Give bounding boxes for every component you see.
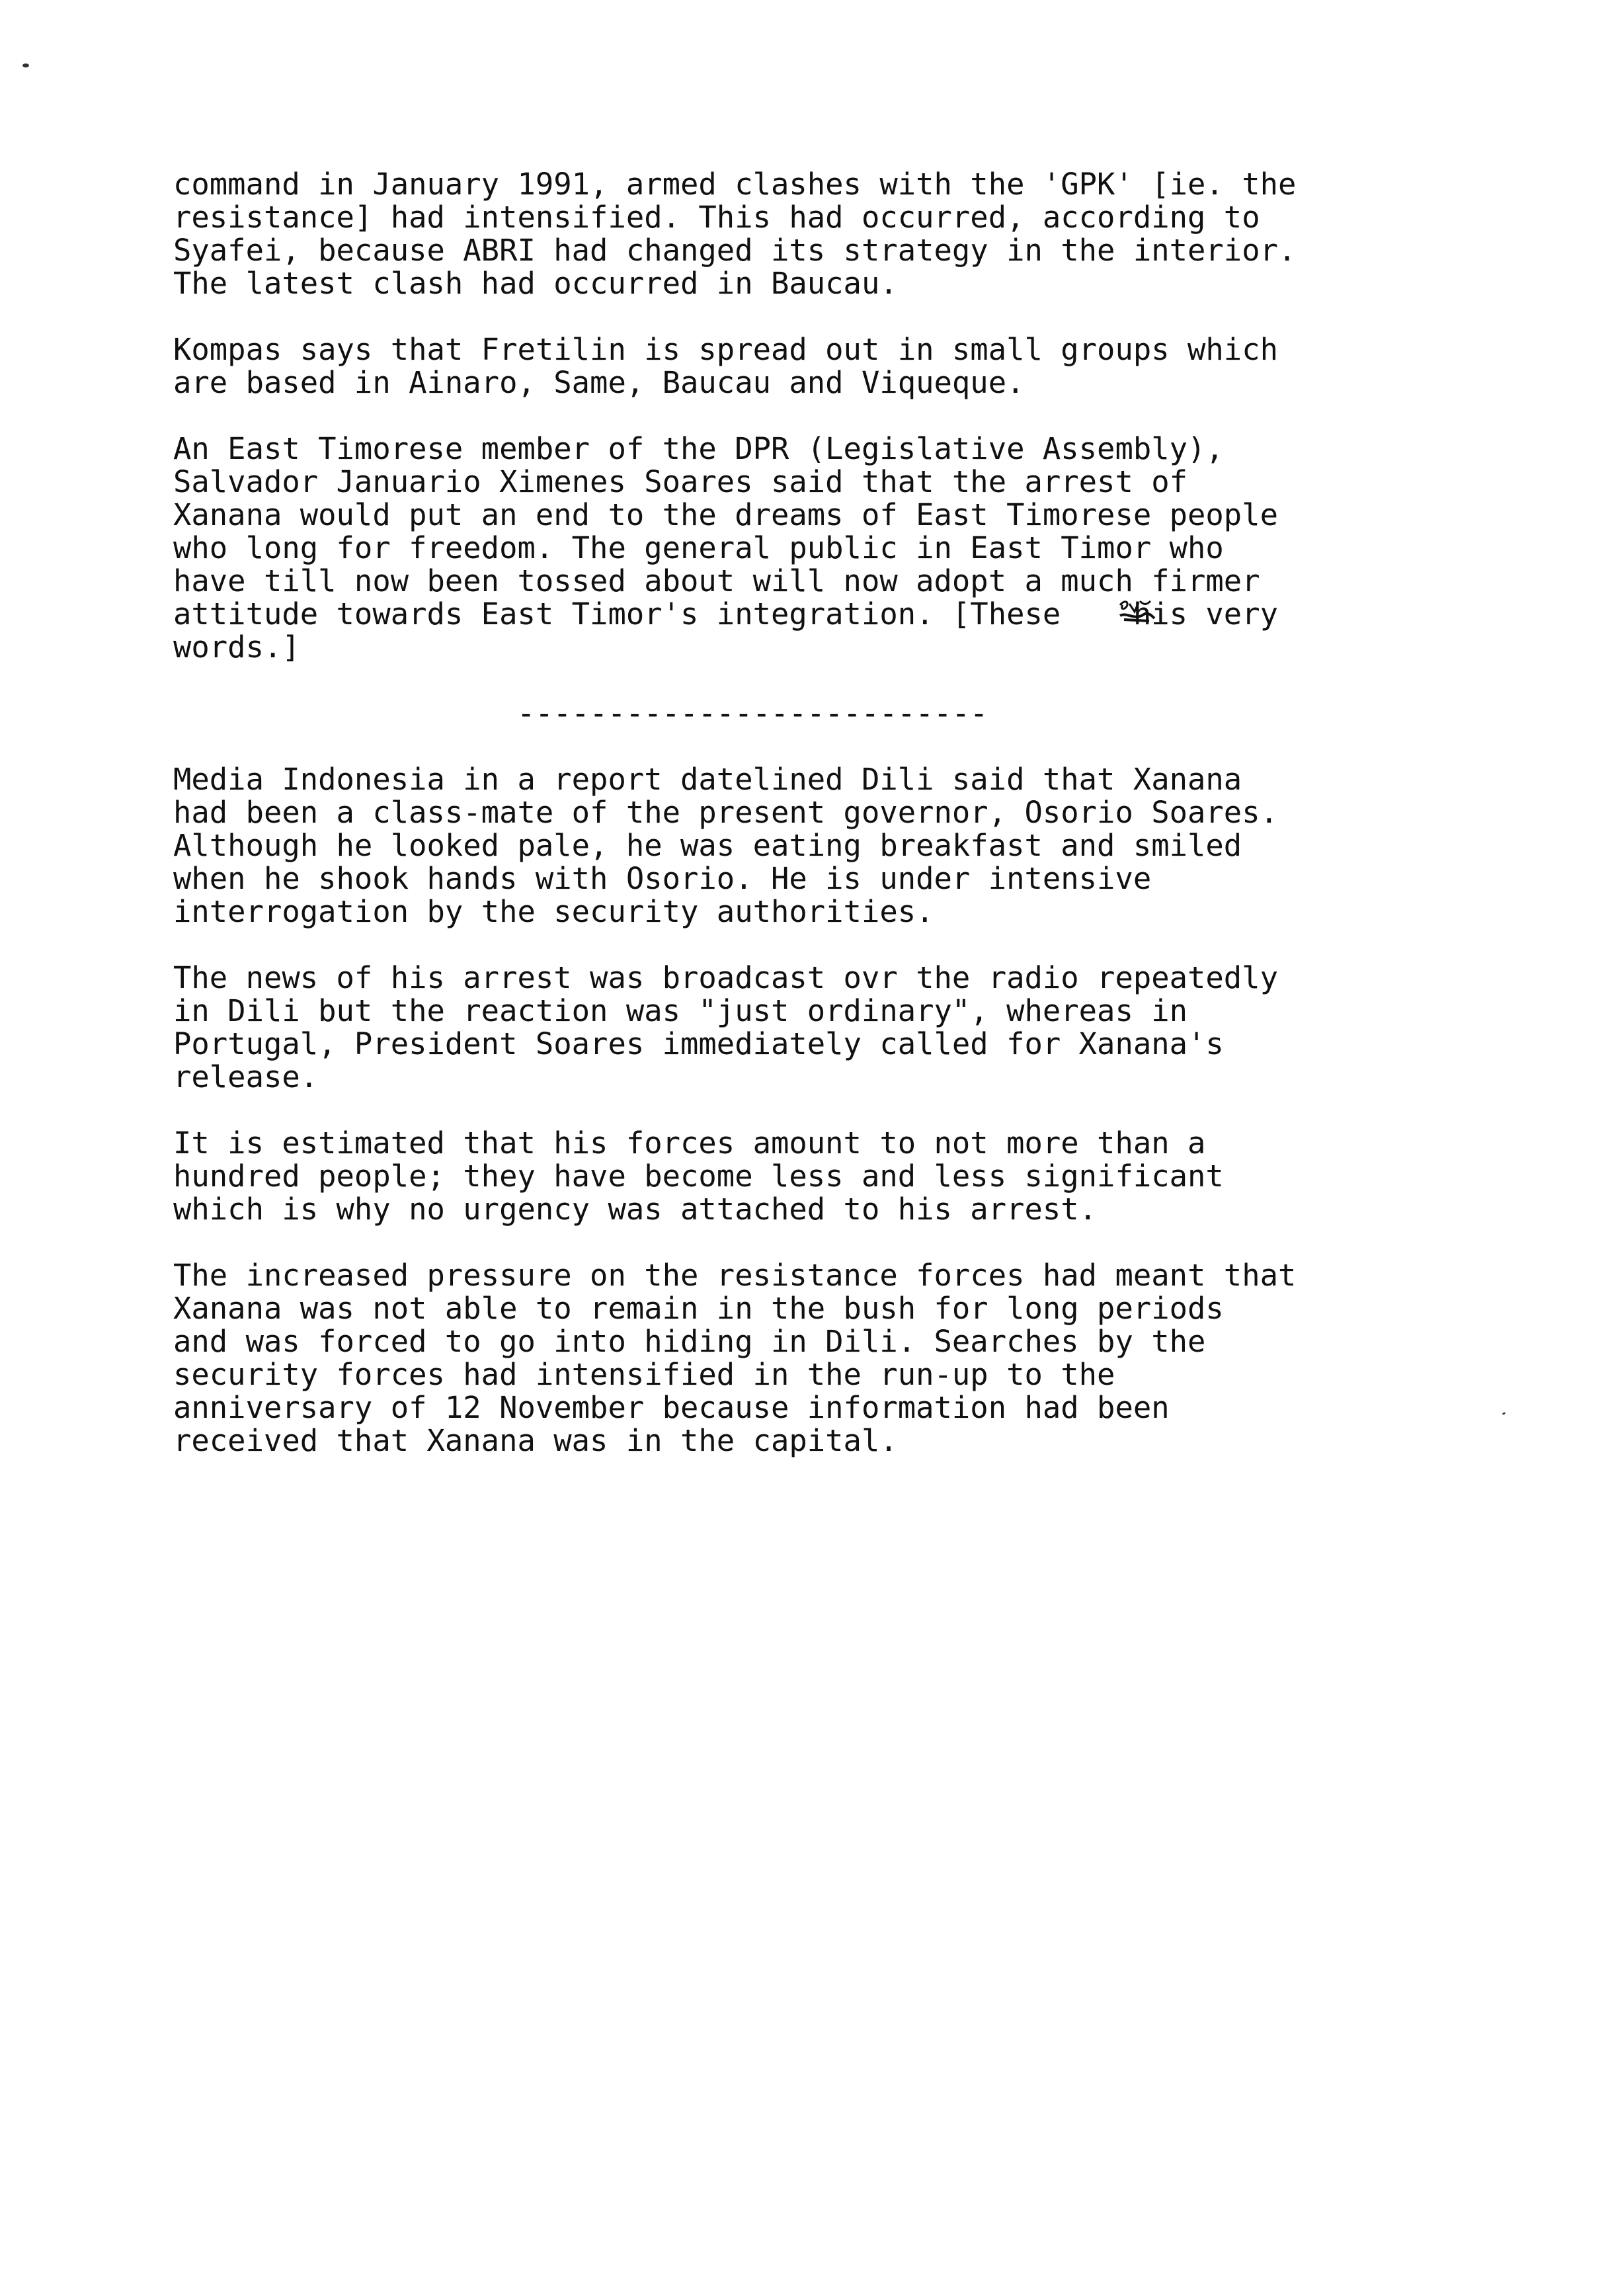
paragraph-forces-estimate: It is estimated that his forces amount to not more than a hundred people; they have become less and less significant which is why no urgency was attached to his arrest.	[173, 1126, 1224, 1227]
scan-speck	[1502, 1412, 1506, 1415]
scan-speck	[22, 63, 29, 67]
section-separator: --------------------------	[517, 696, 988, 731]
paragraph-dpr-member: An East Timorese member of the DPR (Legislative Assembly), Salvador Januario Ximenes Soares said that the arrest of Xanana would put an end to the dreams of East Timorese people who long for freedom. The general public in East Timor who have till now been tossed about will now adopt a much firmer attitude towards East Timor's integration. [These his very words.]	[173, 431, 1278, 665]
handwritten-annotation-icon	[1117, 598, 1157, 625]
document-body	[173, 168, 1429, 1491]
paragraph-kompas: Kompas says that Fretilin is spread out in small groups which are based in Ainaro, Same, Baucau and Viqueque.	[173, 332, 1278, 400]
paragraph-media-indonesia: Media Indonesia in a report datelined Dili said that Xanana had been a class-mate of the present governor, Osorio Soares. Although he looked pale, he was eating breakfast and smiled when he shook hands with Osorio. He is under intensive interrogation by the security authorities.	[173, 762, 1278, 929]
paragraph-clashes: command in January 1991, armed clashes with the 'GPK' [ie. the resistance] had intensified. This had occurred, according to Syafei, because ABRI had changed its strategy in the interior. The latest clash had occurred in Baucau.	[173, 167, 1297, 301]
paragraph-radio-broadcast: The news of his arrest was broadcast ovr the radio repeatedly in Dili but the reaction was "just ordinary", whereas in Portugal, President Soares immediately called for Xanana's release.	[173, 960, 1278, 1094]
paragraph-resistance-pressure: The increased pressure on the resistance forces had meant that Xanana was not able to remain in the bush for long periods and was forced to go into hiding in Dili. Searches by the security forces had intensified in the run-up to the anniversary of 12 November because information had been received that Xanana was in the capital.	[173, 1258, 1297, 1458]
